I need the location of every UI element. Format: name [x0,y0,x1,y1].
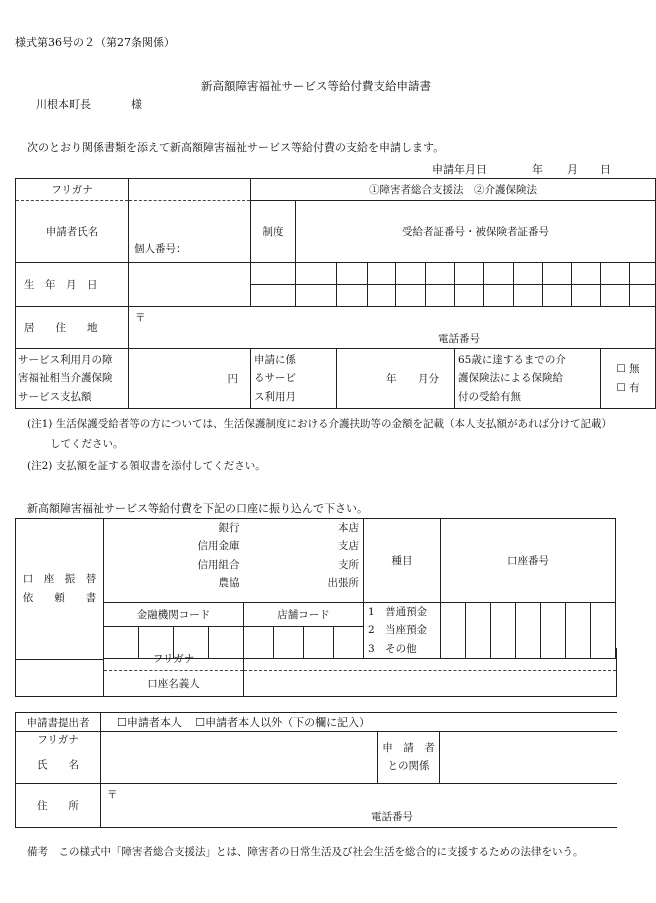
cert-digit[interactable] [514,285,543,307]
form-title: 新高額障害福祉サービス等給付費支給申請書 [201,79,431,93]
transfer-label: 口 座 振 替 依 頼 書 [16,519,104,660]
holder-furigana-field[interactable] [244,648,617,670]
cert-digit[interactable] [296,285,337,307]
submitter-address-label: 住 所 [16,783,101,827]
address-label: 居 住 地 [16,307,129,349]
cert-digit[interactable] [396,263,426,285]
cert-digit[interactable] [543,285,572,307]
birth-label: 生 年 月 日 [16,263,129,307]
q65-options[interactable] [601,349,656,409]
date-label: 申請年月日 [432,163,487,176]
phone-label: 電話番号 [438,333,480,345]
submitter-postal-mark: 〒 [107,788,118,801]
submitter-name-field[interactable] [101,747,378,783]
holder-furigana-label: フリガナ [104,648,244,670]
submitter-name-label: 氏 名 [16,747,101,783]
submitter-self-checkbox[interactable]: ☐申請者本人 [117,716,182,729]
submitter-options[interactable] [101,713,617,732]
bank-option: 銀行 [218,522,240,534]
note-2: (注2) 支払額を証する領収書を添付してください。 [27,460,266,472]
bank-intro: 新高額障害福祉サービス等給付費を下記の口座に振り込んで下さい。 [27,502,368,515]
account-number-label: 口座番号 [441,519,616,603]
cert-digit[interactable] [337,285,368,307]
cert-digit[interactable] [514,263,543,285]
cert-digit[interactable] [484,285,514,307]
system-label: 制度 [251,201,296,263]
furigana-label: フリガナ [16,179,129,201]
cert-digit[interactable] [484,263,514,285]
institution-type[interactable] [104,519,244,603]
cert-digit[interactable] [296,263,337,285]
cert-digit[interactable] [455,285,484,307]
nokyo-option: 農協 [218,577,240,590]
cert-digit[interactable] [630,263,656,285]
holder-label: 口座名義人 [104,670,244,696]
applicant-name-label: 申請者氏名 [16,201,129,263]
holder-table [103,648,617,697]
bank-table [15,518,616,660]
cert-digit[interactable] [572,285,601,307]
system-cell-2[interactable] [251,285,296,307]
cert-digit[interactable] [426,263,455,285]
institution-code-label: 金融機関コード [104,603,244,627]
branch-type[interactable] [244,519,364,603]
cert-digit[interactable] [543,263,572,285]
shiten-option: 支店 [338,540,359,553]
date-year: 年 [532,163,543,176]
recipient: 川根本町長 [36,98,91,111]
cert-number-label: 受給者証番号・被保険者証番号 [296,201,656,263]
cert-digit[interactable] [601,285,630,307]
furigana-field[interactable] [129,179,251,201]
q65-label: 65歳に達するまでの介 護保険法による保険給 付の受給有無 [455,349,601,409]
kind-opt-3: 3 その他 [368,642,417,655]
relation-field[interactable] [440,732,617,784]
submitter-address-field[interactable] [101,783,617,827]
shucho-option: 出張所 [327,577,359,590]
note-1: (注1) 生活保護受給者等の方については、生活保護制度における介護扶助等の金額を記載（本人支払額があれば分けて記載） [27,418,612,430]
submitter-label: 申請書提出者 [16,713,101,732]
submitter-table [15,712,617,828]
cert-digit[interactable] [368,285,396,307]
applicant-table [15,178,656,409]
date-day: 日 [600,163,611,176]
cert-digit[interactable] [572,263,601,285]
form-number: 様式第36号の２（第27条関係） [15,36,175,49]
birth-field[interactable] [129,263,251,307]
branch-code-label: 店舗コード [244,603,364,627]
cert-digit[interactable] [368,263,396,285]
opt-none-checkbox[interactable]: ☐ 無 [616,363,640,376]
submitter-furigana-label: フリガナ [16,732,101,748]
usage-amount-field[interactable] [129,349,251,409]
recipient-suffix: 様 [131,98,142,111]
kind-opt-1: 1 普通預金 [368,606,428,618]
date-month: 月 [567,163,578,176]
postal-mark: 〒 [135,312,146,324]
submitter-other-checkbox[interactable]: ☐申請者本人以外（下の欄に記入） [195,716,371,729]
shinkin-option: 信用金庫 [197,540,240,553]
submitter-phone-label: 電話番号 [371,810,413,823]
relation-label: 申 請 者 との関係 [378,732,440,784]
cert-digit[interactable] [630,285,656,307]
usage-amount-label: サービス利用月の障 害福祉相当介護保険 サービス支払額 [16,349,129,409]
remarks: 備考 この様式中「障害者総合支援法」とは、障害者の日常生活及び社会生活を総合的に支援するための法律をいう。 [27,846,584,858]
cert-digit[interactable] [337,263,368,285]
kind-label: 種目 [364,519,441,603]
cert-digit[interactable] [601,263,630,285]
cert-digit[interactable] [396,285,426,307]
opt-yes-checkbox[interactable]: ☐ 有 [616,381,640,394]
shisho-option: 支所 [338,558,359,571]
personal-number-label: 個人番号： [129,201,251,263]
law-choice: ①障害者総合支援法 ②介護保険法 [251,179,656,201]
kind-opt-2: 2 当座預金 [368,624,428,637]
yen-unit: 円 [227,373,238,385]
usage-month-label: 申請に係 るサービ ス利用月 [251,349,337,409]
usage-month-field[interactable]: 年 月分 [337,349,455,409]
honten-option: 本店 [338,522,359,534]
submitter-furigana-field[interactable] [101,732,378,748]
intro-text: 次のとおり関係書類を添えて新高額障害福祉サービス等給付費の支給を申請します。 [27,141,445,154]
address-field[interactable] [129,307,656,349]
note-1-cont: してください。 [50,438,124,450]
cert-digit[interactable] [426,285,455,307]
system-cell-1[interactable] [251,263,296,285]
holder-field[interactable] [244,670,617,696]
cert-digit[interactable] [455,263,484,285]
bank-label-extension [15,648,104,697]
kumiai-option: 信用組合 [197,558,240,571]
